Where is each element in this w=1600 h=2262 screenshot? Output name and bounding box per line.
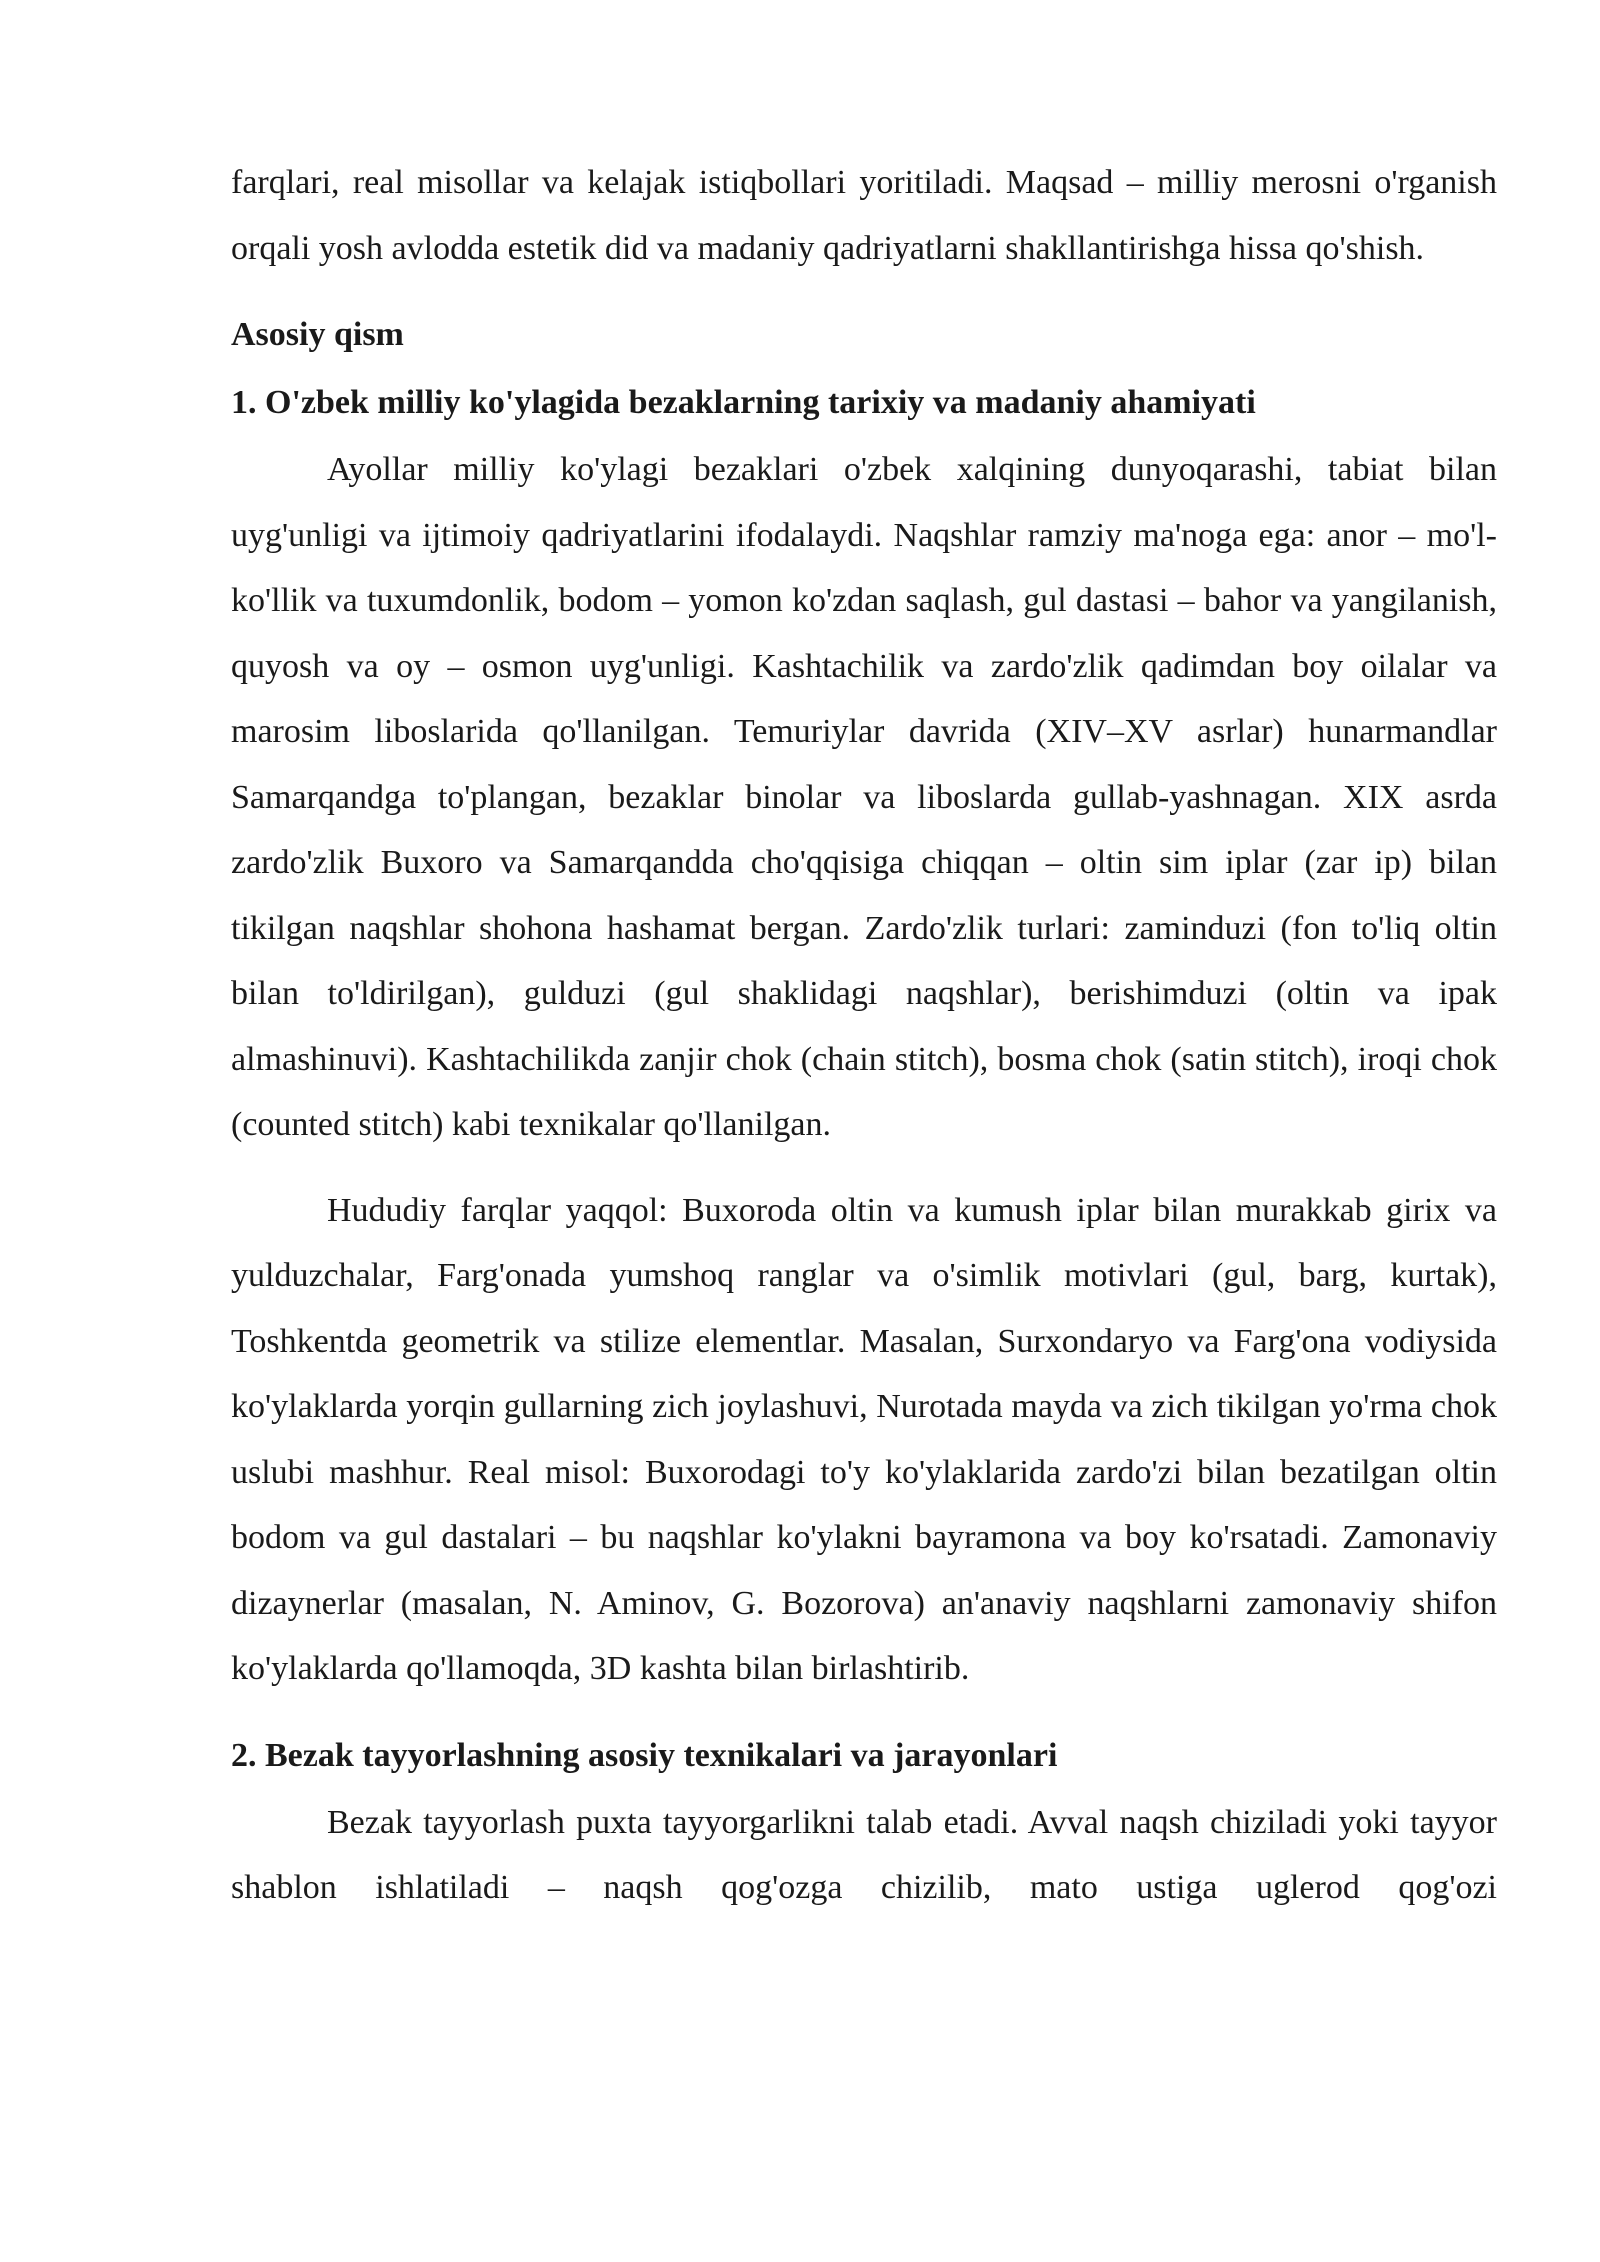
intro-paragraph: farqlari, real misollar va kelajak istiqbollari yoritiladi. Maqsad – milliy merosni o'rganish orqali yosh avlodda estetik did va madaniy qadriyatlarni shakllantirishga hissa qo'shish.: [231, 164, 1497, 267]
section-2-paragraph-1: Bezak tayyorlash puxta tayyorgarlikni talab etadi. Avval naqsh chiziladi yoki tayyor shablon ishlatiladi – naqsh qog'ozga chizilib, mato ustiga uglerod qog'ozi: [231, 1803, 1497, 1906]
section-2-heading: 2. Bezak tayyorlashning asosiy texnikalari va jarayonlari: [231, 1736, 1058, 1774]
document-page: [231, 150, 1497, 1921]
section-1-paragraph-1: Ayollar milliy ko'ylagi bezaklari o'zbek xalqining dunyoqarashi, tabiat bilan uyg'unligi va ijtimoiy qadriyatlarini ifodalaydi. Naqshlar ramziy ma'noga ega: anor – mo'l-ko'llik va tuxumdonlik, bodom – yomon ko'zdan saqlash, gul dastasi – bahor va yangilanish, quyosh va oy – osmon uyg'unligi. Kashtachilik va zardo'zlik qadimdan boy oilalar va marosim liboslarida qo'llanilgan. Temuriylar davrida (XIV–XV asrlar) hunarmandlar Samarqandga to'plangan, bezaklar binolar va liboslarda gullab-yashnagan. XIX asrda zardo'zlik Buxoro va Samarqandda cho'qqisiga chiqqan – oltin sim iplar (zar ip) bilan tikilgan naqshlar shohona hashamat bergan. Zardo'zlik turlari: zaminduzi (fon to'liq oltin bilan to'ldirilgan), gulduzi (gul shaklidagi naqshlar), berishimduzi (oltin va ipak almashinuvi). Kashtachilikda zanjir chok (chain stitch), bosma chok (satin stitch), iroqi chok (counted stitch) kabi texnikalar qo'llanilgan.: [231, 451, 1497, 1143]
main-section-heading: Asosiy qism: [231, 316, 404, 353]
section-1-heading: 1. O'zbek milliy ko'ylagida bezaklarning tarixiy va madaniy ahamiyati: [231, 384, 1256, 421]
section-1-paragraph-2: Hududiy farqlar yaqqol: Buxoroda oltin va kumush iplar bilan murakkab girix va yulduzchalar, Farg'onada yumshoq ranglar va o'simlik motivlari (gul, barg, kurtak), Toshkentda geometrik va stilize elementlar. Masalan, Surxondaryo va Farg'ona vodiysida ko'ylaklarda yorqin gullarning zich joylashuvi, Nurotada mayda va zich tikilgan yo'rma chok uslubi mashhur. Real misol: Buxorodagi to'y ko'ylaklarida zardo'zi bilan bezatilgan oltin bodom va gul dastalari – bu naqshlar ko'ylakni bayramona va boy ko'rsatadi. Zamonaviy dizaynerlar (masalan, N. Aminov, G. Bozorova) an'anaviy naqshlarni zamonaviy shifon ko'ylaklarda qo'llamoqda, 3D kashta bilan birlashtirib.: [231, 1191, 1497, 1687]
